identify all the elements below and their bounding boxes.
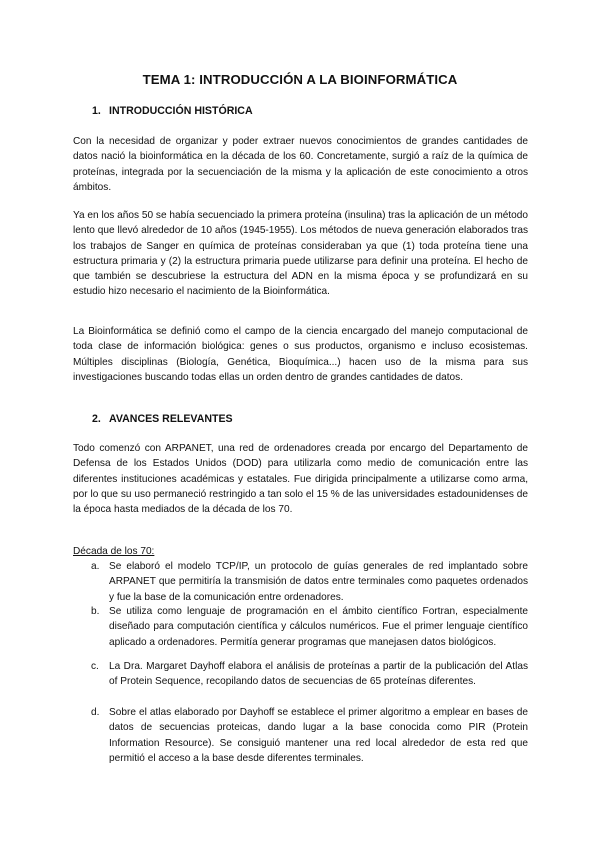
paragraph: La Bioinformática se definió como el campo de la ciencia encargado del manejo computacional de toda clase de información biológica: genes o sus productos, organismo e incluso ecosistemas. Múltiples disciplinas (Biología, Genética, Bioquímica...) hacen uso de la misma para sus investigaciones buscando todas ellas un orden dentro de grandes cantidades de datos. [73,326,528,383]
list-item [91,559,528,605]
section-number: 2. [92,413,101,425]
list-item-text: Se elaboró el modelo TCP/IP, un protocolo de guías generales de red implantado sobre ARPANET que permitiría la transmisión de datos entre terminales como paquetes ordenados y fue la base de la comunicación entre ordenadores. [109,561,528,603]
list-item [91,659,528,690]
subheading-decade-70: Década de los 70: [73,546,155,557]
list-item-text: La Dra. Margaret Dayhoff elabora el análisis de proteínas a partir de la publicación del Atlas of Protein Sequence, recopilando datos de secuencias de 65 proteínas diferentes. [109,661,528,688]
section-heading-1 [92,105,253,117]
section-number: 1. [92,105,101,117]
section-title: INTRODUCCIÓN HISTÓRICA [109,105,253,117]
paragraph: Todo comenzó con ARPANET, una red de ordenadores creada por encargo del Departamento de Defensa de los Estados Unidos (DOD) para utilizarla como medio de comunicación entre las diferentes instituciones académicas y estatales. Fue dirigida principalmente a utilizarse como arma, por lo que su uso permaneció restringido a tan solo el 15 % de las universidades estadounidenses de la época hasta mediados de la década de los 70. [73,443,528,516]
list-item [91,705,528,766]
paragraph: Ya en los años 50 se había secuenciado la primera proteína (insulina) tras la aplicación de un método lento que llevó alrededor de 10 años (1945-1955). Los métodos de nueva generación elaborados tras los trabajos de Sanger en química de proteínas consideraban ya que (1) toda proteína tiene una estructura primaria y (2) la estructura primaria puede utilizarse para definir una proteína. El hecho de que también se descubriese la estructura del ADN en la misma época y se profundizará en su estudio hizo necesario el nacimiento de la Bioinformática. [73,210,528,298]
section-heading-2 [92,413,233,425]
list-item-letter: c. [91,661,99,672]
list-item-text: Se utiliza como lenguaje de programación en el ámbito científico Fortran, especialmente diseñado para computación científica y cálculos numéricos. Fue el primer lenguaje científico aplicado a ordenadores. Permitía generar programas que manejasen datos biológicos. [109,606,528,648]
document-title: TEMA 1: INTRODUCCIÓN A LA BIOINFORMÁTICA [142,72,458,87]
list-item-text: Sobre el atlas elaborado por Dayhoff se establece el primer algoritmo a emplear en bases de datos de secuencias proteicas, dando lugar a la base conocida como PIR (Protein Information Resource). Se consiguió mantener una red local alrededor de esta red que permitió el acceso a la base desde diferentes terminales. [109,707,528,764]
section-title: AVANCES RELEVANTES [109,413,233,425]
paragraph: Con la necesidad de organizar y poder extraer nuevos conocimientos de grandes cantidades de datos nació la bioinformática en la década de los 60. Concretamente, surgió a raíz de la química de proteínas, integrada por la secuenciación de la misma y la aplicación de este conocimiento a otros ámbitos. [73,136,528,193]
list-item-letter: d. [91,707,100,718]
list-item-letter: b. [91,606,100,617]
list-item-letter: a. [91,561,100,572]
list-item [91,604,528,650]
